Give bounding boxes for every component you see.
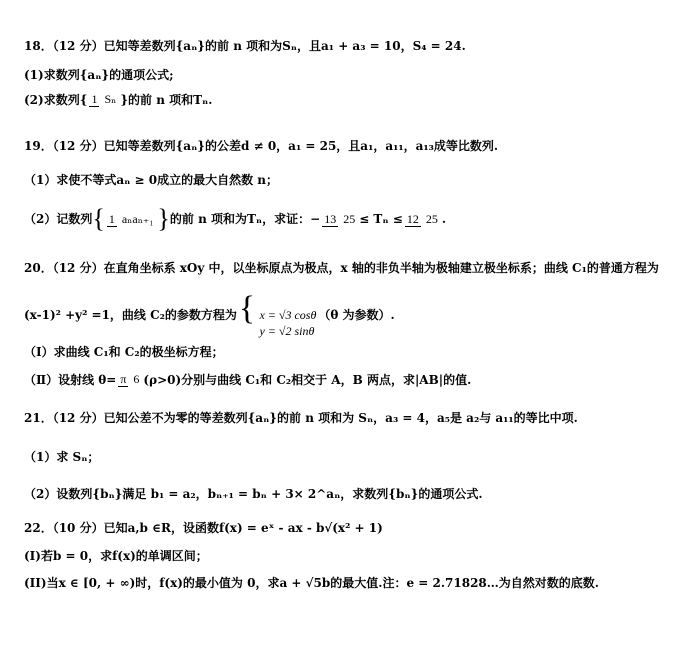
q22-title-text: 22．（10 分）已知a,b ∈R，设函数f(x) = eˣ - ax - b√(x² + 1) [24, 521, 383, 535]
q22-part2 [24, 577, 672, 589]
q19-title [24, 140, 672, 152]
q20-eq-row2: y = √2 sinθ [259, 324, 315, 338]
q20-frac-num: π [120, 372, 127, 386]
q19-fraction-3 [405, 212, 440, 227]
q20-part1-text: （Ⅰ）求曲线 C₁和 C₂的极坐标方程； [24, 345, 224, 359]
q20-title [24, 262, 672, 274]
q19-part2 [24, 206, 672, 232]
q21-title [24, 412, 672, 424]
q20-part2-post: (ρ>0)分别与曲线 C₁和 C₂相交于 A，B 两点，求|AB|的值. [143, 372, 472, 387]
q20-frac-den: 6 [133, 372, 140, 386]
q19-fraction-1 [107, 212, 156, 227]
q18-title [24, 40, 672, 52]
q18-frac-den: Sₙ [104, 92, 117, 106]
q21-part1 [24, 451, 672, 463]
q19-frac1-den: aₙaₙ₊₁ [121, 211, 154, 226]
q20-eq-row1: x = √3 cosθ [259, 308, 317, 322]
q19-part1-text: （1）求使不等式aₙ ≥ 0成立的最大自然数 n； [24, 173, 279, 187]
q18-part1-text: (1)求数列{aₙ}的通项公式; [24, 68, 174, 82]
q20-part2-pre: （Ⅱ）设射线 θ= [24, 372, 117, 387]
q22-part2-text: (II)当x ∈ [0, + ∞)时，f(x)的最小值为 0，求a + √5b的最大值.注：e = 2.71828…为自然对数的底数. [24, 576, 599, 590]
q21-part2 [24, 488, 672, 500]
q19-part1 [24, 174, 672, 186]
q20-equation [24, 292, 672, 337]
q19-inequality: ≤ Tₙ ≤ [359, 212, 403, 226]
q18-frac-num: 1 [91, 92, 98, 106]
q19-title-text: 19．（12 分）已知等差数列{aₙ}的公差d ≠ 0，a₁ = 25，且a₁，a₁₁，a₁₃成等比数列. [24, 139, 499, 153]
q20-part2 [24, 372, 672, 387]
q19-frac1-num: 1 [108, 211, 115, 226]
q19-frac3-num: 12 [406, 211, 419, 226]
q21-part1-text: （1）求 Sₙ； [24, 450, 100, 464]
q19-fraction-2 [322, 212, 357, 227]
q22-part1 [24, 550, 672, 562]
q22-title [24, 522, 672, 534]
system-rows [259, 309, 316, 337]
system-brace-icon: { [238, 290, 256, 327]
q20-title-text: 20．（12 分）在直角坐标系 xOy 中，以坐标原点为极点，x 轴的非负半轴为极轴建立极坐标系；曲线 C₁的普通方程为 [24, 261, 659, 275]
q18-part2-post: }的前 n 项和Tₙ. [120, 92, 213, 107]
q19-part2-pre: （2）记数列 [24, 212, 93, 226]
left-brace-icon: { [92, 204, 105, 233]
q20-eq-post: （θ 为参数）. [318, 307, 395, 322]
q21-title-text: 21．（12 分）已知公差不为零的等差数列{aₙ}的前 n 项和为 Sₙ，a₃ = 4，a₅是 a₂与 a₁₁的等比中项. [24, 411, 578, 425]
q21-part2-text: （2）设数列{bₙ}满足 b₁ = a₂，bₙ₊₁ = bₙ + 3× 2^aₙ，求数列{bₙ}的通项公式. [24, 487, 483, 501]
q20-fraction [118, 372, 141, 387]
q19-part2-end: . [441, 212, 446, 226]
q20-equation-system [239, 292, 316, 337]
right-brace-icon: } [157, 204, 170, 233]
q19-part2-mid: 的前 n 项和为Tₙ，求证：− [169, 212, 321, 226]
q19-frac3-den: 25 [425, 211, 438, 226]
q18-fraction [89, 92, 118, 107]
q18-part1 [24, 69, 672, 81]
q18-part2 [24, 92, 672, 107]
q18-part2-pre: (2)求数列{ [24, 92, 88, 107]
q19-frac2-den: 25 [343, 211, 356, 226]
q18-title-text: 18．（12 分）已知等差数列{aₙ}的前 n 项和为Sₙ，且a₁ + a₃ = 10，S₄ = 24. [24, 39, 466, 53]
q22-part1-text: (I)若b = 0，求f(x)的单调区间； [24, 549, 208, 563]
q20-eq-pre: (x-1)² +y² =1，曲线 C₂的参数方程为 [24, 307, 237, 322]
q20-part1 [24, 346, 672, 358]
q19-frac2-num: 13 [324, 211, 337, 226]
